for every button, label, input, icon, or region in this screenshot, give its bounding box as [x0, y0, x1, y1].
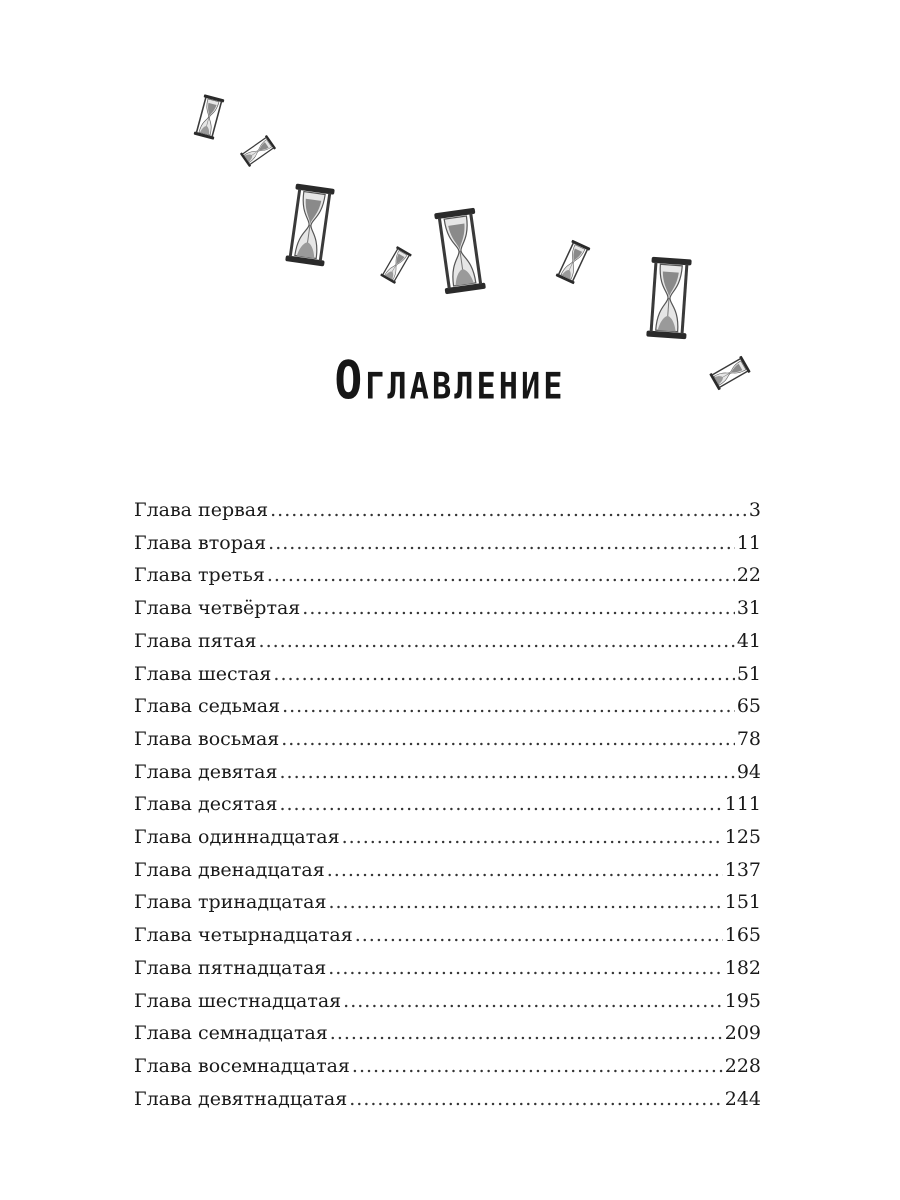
dot-leader	[280, 756, 735, 789]
chapter-title: Глава шестнадцатая	[134, 989, 342, 1012]
page-number: 125	[724, 826, 761, 849]
page-number: 3	[748, 499, 761, 521]
chapter-title: Глава четвёртая	[134, 597, 301, 620]
page-title: Оглавление	[334, 348, 566, 411]
dot-leader	[282, 690, 735, 723]
toc-entry[interactable]	[134, 854, 761, 887]
toc-entry[interactable]	[134, 559, 761, 592]
page-number: 78	[736, 727, 761, 750]
toc-entry[interactable]	[134, 494, 761, 527]
toc-entry[interactable]	[134, 952, 761, 985]
toc-entry[interactable]	[134, 985, 761, 1018]
hourglass-icon	[374, 242, 418, 288]
page-number: 195	[724, 989, 761, 1012]
chapter-title: Глава двенадцатая	[134, 858, 325, 881]
hourglass-icon	[232, 128, 284, 174]
chapter-title: Глава девятнадцатая	[134, 1087, 348, 1110]
dot-leader	[279, 788, 722, 821]
table-of-contents	[134, 494, 761, 1115]
chapter-title: Глава пятая	[134, 629, 257, 652]
toc-entry[interactable]	[134, 527, 761, 560]
page-number: 65	[736, 695, 761, 718]
dot-leader	[281, 723, 735, 756]
dot-leader	[302, 592, 735, 625]
page-number: 22	[736, 564, 761, 587]
chapter-title: Глава семнадцатая	[134, 1022, 328, 1045]
page-number: 182	[724, 956, 761, 979]
hourglass-icon	[280, 180, 340, 270]
page-number: 151	[724, 891, 761, 914]
toc-entry[interactable]	[134, 1050, 761, 1083]
toc-entry[interactable]	[134, 723, 761, 756]
page-number: 31	[736, 597, 761, 620]
chapter-title: Глава третья	[134, 564, 265, 587]
chapter-title: Глава девятая	[134, 760, 278, 783]
dot-leader	[328, 952, 722, 985]
page-number: 165	[724, 924, 761, 947]
page-number: 41	[736, 629, 761, 652]
toc-entry[interactable]	[134, 756, 761, 789]
chapter-title: Глава десятая	[134, 793, 278, 816]
chapter-title: Глава восемнадцатая	[134, 1054, 350, 1077]
page-number: 244	[724, 1087, 761, 1110]
chapter-title: Глава пятнадцатая	[134, 956, 327, 979]
chapter-title: Глава четырнадцатая	[134, 924, 353, 947]
toc-entry[interactable]	[134, 886, 761, 919]
chapter-title: Глава одиннадцатая	[134, 826, 340, 849]
chapter-title: Глава вторая	[134, 531, 267, 554]
toc-entry[interactable]	[134, 821, 761, 854]
dot-leader	[342, 821, 723, 854]
chapter-title: Глава тринадцатая	[134, 891, 327, 914]
page-number: 209	[724, 1022, 761, 1045]
toc-entry[interactable]	[134, 919, 761, 952]
hourglass-icon	[640, 254, 698, 342]
toc-entry[interactable]	[134, 690, 761, 723]
toc-entry[interactable]	[134, 1083, 761, 1116]
dot-leader	[349, 1083, 722, 1116]
chapter-title: Глава седьмая	[134, 695, 281, 718]
dot-leader	[330, 1017, 723, 1050]
toc-entry[interactable]	[134, 658, 761, 691]
dot-leader	[352, 1050, 723, 1083]
dot-leader	[259, 625, 735, 658]
toc-entry[interactable]	[134, 1017, 761, 1050]
toc-entry[interactable]	[134, 788, 761, 821]
page-number: 94	[736, 760, 761, 783]
hourglass-icon	[552, 236, 594, 288]
dot-leader	[328, 886, 722, 919]
dot-leader	[273, 658, 734, 691]
dot-leader	[268, 527, 735, 560]
hourglass-icon	[428, 204, 492, 298]
page-number: 111	[724, 793, 761, 816]
toc-entry[interactable]	[134, 592, 761, 625]
dot-leader	[327, 854, 723, 887]
page-number: 11	[736, 531, 761, 554]
dot-leader	[270, 494, 747, 527]
page-number: 51	[736, 662, 761, 685]
dot-leader	[355, 919, 723, 952]
dot-leader	[343, 985, 723, 1018]
hourglass-icon	[190, 92, 228, 142]
page-number: 137	[724, 858, 761, 881]
page-number: 228	[724, 1054, 761, 1077]
toc-entry[interactable]	[134, 625, 761, 658]
dot-leader	[267, 559, 735, 592]
chapter-title: Глава восьмая	[134, 727, 280, 750]
chapter-title: Глава шестая	[134, 662, 272, 685]
chapter-title: Глава первая	[134, 499, 269, 521]
